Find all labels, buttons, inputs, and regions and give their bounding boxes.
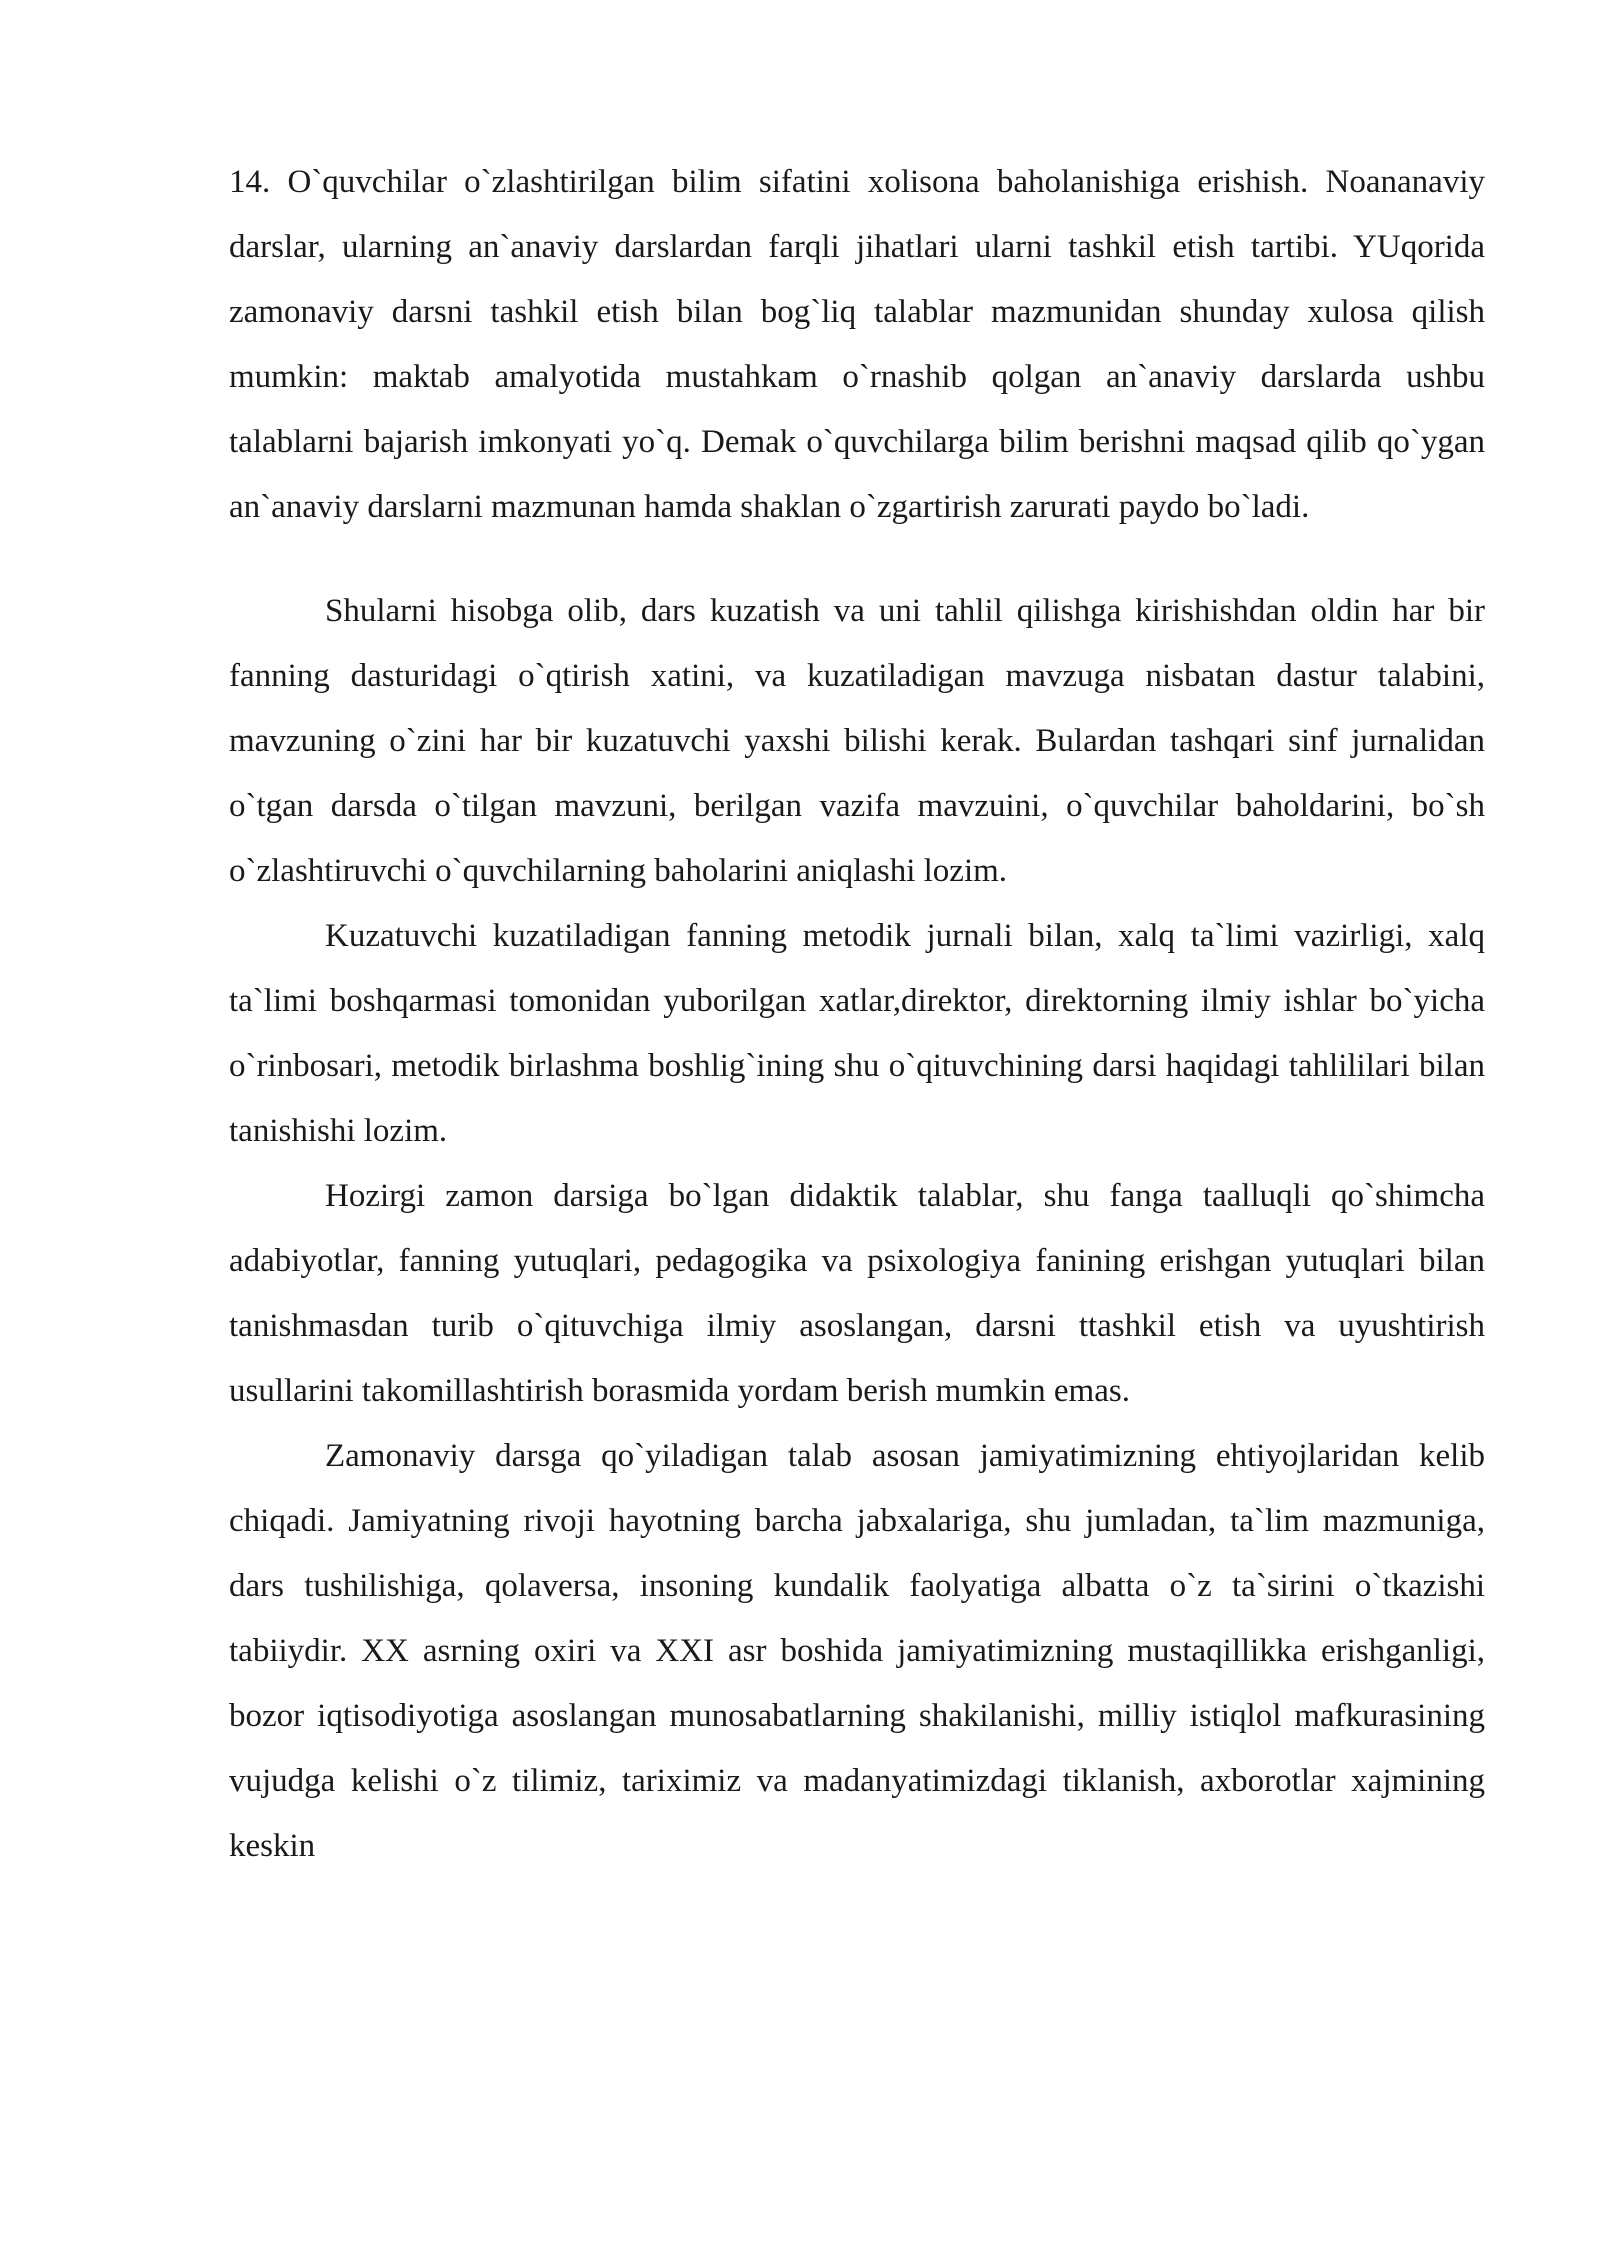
paragraph-5: Zamonaviy darsga qo`yiladigan talab asosan jamiyatimizning ehtiyojlaridan kelib chiqadi. Jamiyatning rivoji hayotning barcha jabxalariga, shu jumladan, ta`lim mazmuniga, dars tushilishiga, qolaversa, insoning kundalik faolyatiga albatta o`z ta`sirini o`tkazishi tabiiydir. XX asrning oxiri va XXI asr boshida jamiyatimizning mustaqillikka erishganligi, bozor iqtisodiyotiga asoslangan munosabatlarning shakilanishi, milliy istiqlol mafkurasining vujudga kelishi o`z tilimiz, tariximiz va madanyatimizdagi tiklanish, axborotlar xajmining keskin [229,1438,1485,1864]
paragraph-2: Shularni hisobga olib, dars kuzatish va uni tahlil qilishga kirishishdan oldin har bir fanning dasturidagi o`qtirish xatini, va kuzatiladigan mavzuga nisbatan dastur talabini, mavzuning o`zini har bir kuzatuvchi yaxshi bilishi kerak. Bulardan tashqari sinf jurnalidan o`tgan darsda o`tilgan mavzuni, berilgan vazifa mavzuini, o`quvchilar baholdarini, bo`sh o`zlashtiruvchi o`quvchilarning baholarini aniqlashi lozim. [229,593,1485,889]
paragraph-3: Kuzatuvchi kuzatiladigan fanning metodik jurnali bilan, xalq ta`limi vazirligi, xalq ta`limi boshqarmasi tomonidan yuborilgan xatlar,direktor, direktorning ilmiy ishlar bo`yicha o`rinbosari, metodik birlashma boshlig`ining shu o`qituvchining darsi haqidagi tahlililari bilan tanishishi lozim. [229,918,1485,1149]
paragraph-1: 14. O`quvchilar o`zlashtirilgan bilim sifatini xolisona baholanishiga erishish. Noananaviy darslar, ularning an`anaviy darslardan farqli jihatlari ularni tashkil etish tartibi. YUqorida zamonaviy darsni tashkil etish bilan bog`liq talablar mazmunidan shunday xulosa qilish mumkin: maktab amalyotida mustahkam o`rnashib qolgan an`anaviy darslarda ushbu talablarni bajarish imkonyati yo`q. Demak o`quvchilarga bilim berishni maqsad qilib qo`ygan an`anaviy darslarni mazmunan hamda shaklan o`zgartirish zarurati paydo bo`ladi. [229,164,1485,525]
paragraph-4: Hozirgi zamon darsiga bo`lgan didaktik talablar, shu fanga taalluqli qo`shimcha adabiyotlar, fanning yutuqlari, pedagogika va psixologiya fanining erishgan yutuqlari bilan tanishmasdan turib o`qituvchiga ilmiy asoslangan, darsni ttashkil etish va uyushtirish usullarini takomillashtirish borasmida yordam berish mumkin emas. [229,1178,1485,1409]
document-body [229,150,1485,1879]
